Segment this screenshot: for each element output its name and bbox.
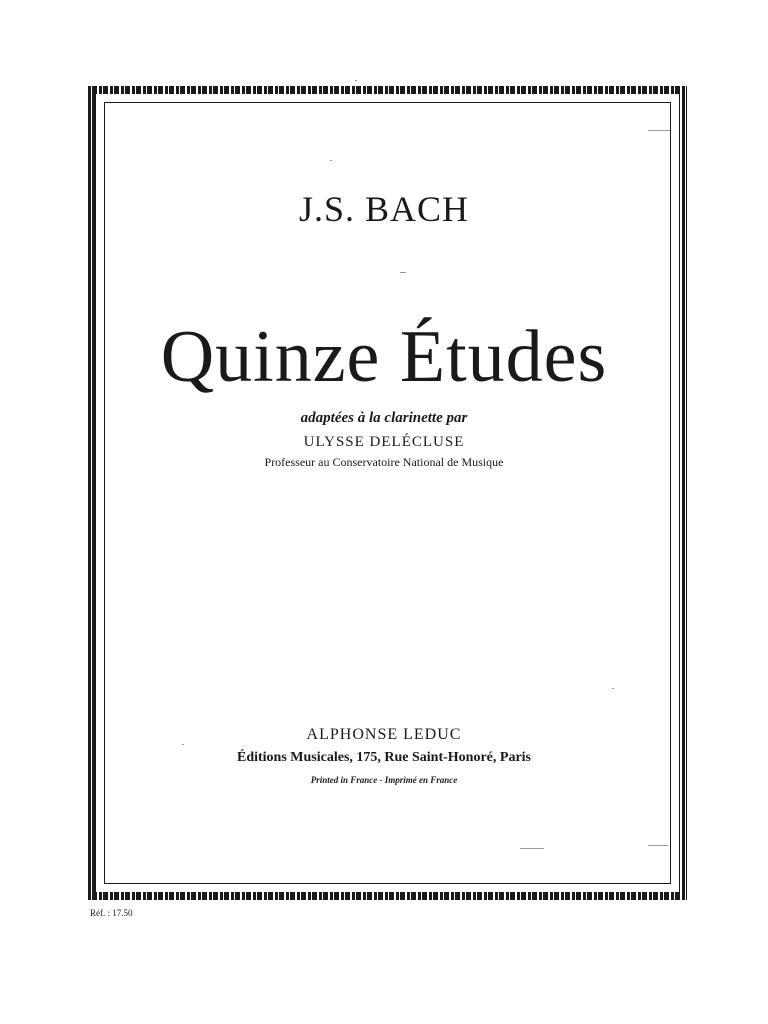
scan-speck — [612, 688, 614, 689]
printed-in-line: Printed in France - Imprimé en France — [310, 775, 458, 785]
arranged-by-line: adaptées à la clarinette par — [300, 410, 468, 426]
scan-speck — [648, 130, 670, 131]
scan-speck — [648, 845, 668, 846]
arranger-name: ULYSSE DELÉCLUSE — [303, 434, 465, 450]
scan-speck — [400, 272, 406, 273]
scan-speck — [355, 80, 357, 81]
reference-number: Réf. : 17.50 — [90, 908, 133, 918]
work-title: Quinze Études — [160, 316, 608, 398]
scan-speck — [330, 160, 332, 161]
publisher-name: ALPHONSE LEDUC — [306, 726, 462, 743]
scan-speck — [520, 848, 544, 849]
scan-speck — [182, 744, 184, 745]
publisher-address: Éditions Musicales, 175, Rue Saint-Honoré, Paris — [236, 750, 531, 765]
composer-name: J.S. BACH — [298, 189, 470, 229]
arranger-position: Professeur au Conservatoire National de Musique — [264, 455, 504, 469]
